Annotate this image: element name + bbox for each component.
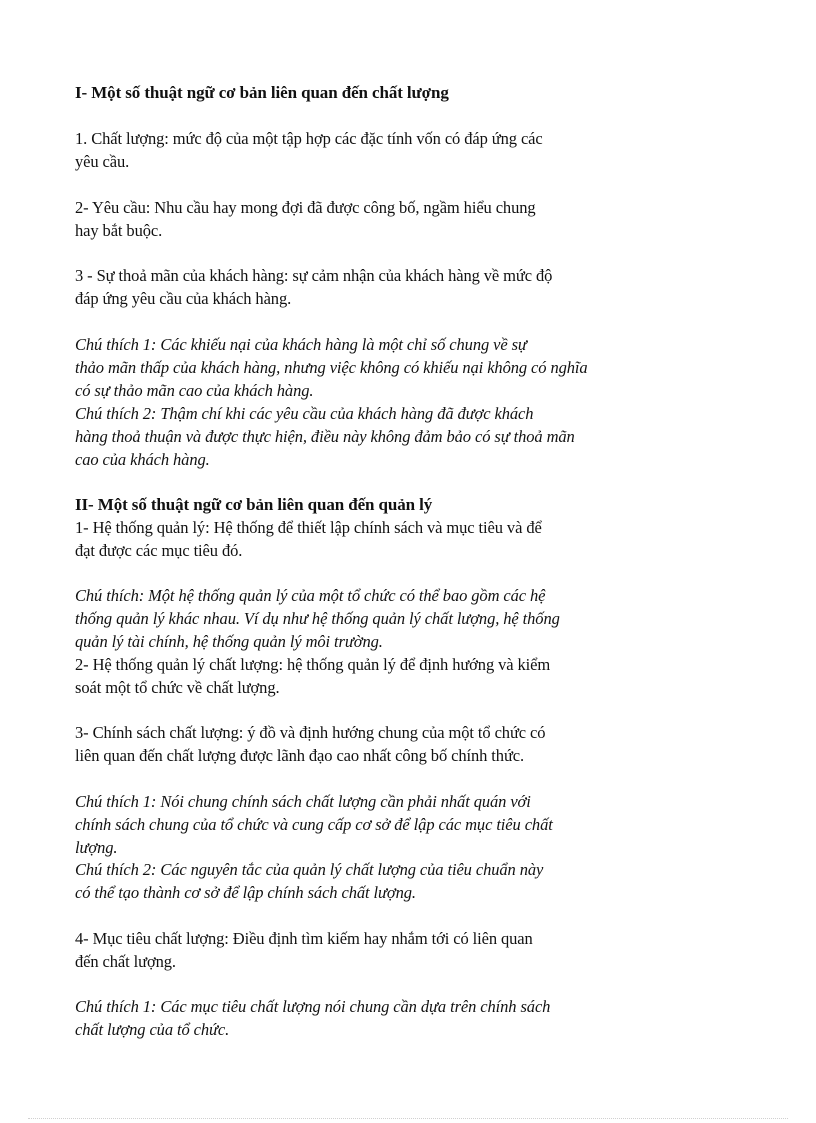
note-line: Chú thích 2: Thậm chí khi các yêu cầu của khách hàng đã được khách <box>75 404 534 423</box>
term-satisfaction-line-2: đáp ứng yêu cầu của khách hàng. <box>75 289 292 308</box>
term-management-system-line-1: 1- Hệ thống quản lý: Hệ thống để thiết lập chính sách và mục tiêu và để <box>75 518 542 537</box>
term-requirement-line-1: 2- Yêu cầu: Nhu cầu hay mong đợi đã được công bố, ngầm hiểu chung <box>75 198 536 217</box>
term-qms-line-1: 2- Hệ thống quản lý chất lượng: hệ thống quản lý để định hướng và kiểm <box>75 655 551 674</box>
term-quality-policy-line-1: 3- Chính sách chất lượng: ý đồ và định hướng chung của một tổ chức có <box>75 723 546 742</box>
note-line: Chú thích 1: Các mục tiêu chất lượng nói chung cần dựa trên chính sách <box>75 997 551 1016</box>
term-quality-objective-line-1: 4- Mục tiêu chất lượng: Điều định tìm kiếm hay nhắm tới có liên quan <box>75 929 533 948</box>
note-line: cao của khách hàng. <box>75 450 210 469</box>
note-line: Chú thích 1: Các khiếu nại của khách hàng là một chỉ số chung về sự <box>75 335 527 354</box>
note-line: Chú thích 2: Các nguyên tắc của quản lý chất lượng của tiêu chuẩn này <box>75 860 544 879</box>
term-quality-line-2: yêu cầu. <box>75 152 130 171</box>
term-qms-line-2: soát một tổ chức về chất lượng. <box>75 678 280 697</box>
term-requirement-line-2: hay bắt buộc. <box>75 221 163 240</box>
note-line: thống quản lý khác nhau. Ví dụ như hệ thống quản lý chất lượng, hệ thống <box>75 609 560 628</box>
note-line: quản lý tài chính, hệ thống quản lý môi trường. <box>75 632 383 651</box>
term-quality-policy-line-2: liên quan đến chất lượng được lãnh đạo cao nhất công bố chính thức. <box>75 746 525 765</box>
term-management-system-line-2: đạt được các mục tiêu đó. <box>75 541 243 560</box>
section-1-heading: I- Một số thuật ngữ cơ bản liên quan đến chất lượng <box>75 83 449 102</box>
note-line: thảo mãn thấp của khách hàng, nhưng việc không có khiếu nại không có nghĩa <box>75 358 588 377</box>
note-line: Chú thích 1: Nói chung chính sách chất lượng cần phải nhất quán với <box>75 792 531 811</box>
note-line: lượng. <box>75 838 118 857</box>
section-2-heading: II- Một số thuật ngữ cơ bản liên quan đến quản lý <box>75 495 433 514</box>
note-line: có thể tạo thành cơ sở để lập chính sách chất lượng. <box>75 883 416 902</box>
page-bottom-divider <box>28 1118 788 1119</box>
note-line: hàng thoả thuận và được thực hiện, điều này không đảm bảo có sự thoả mãn <box>75 427 575 446</box>
term-quality-objective-line-2: đến chất lượng. <box>75 952 176 971</box>
note-line: chính sách chung của tổ chức và cung cấp cơ sở để lập các mục tiêu chất <box>75 815 553 834</box>
term-satisfaction-line-1: 3 - Sự thoả mãn của khách hàng: sự cảm nhận của khách hàng về mức độ <box>75 266 553 285</box>
note-line: có sự thảo mãn cao của khách hàng. <box>75 381 314 400</box>
term-quality-line-1: 1. Chất lượng: mức độ của một tập hợp các đặc tính vốn có đáp ứng các <box>75 129 543 148</box>
note-line: Chú thích: Một hệ thống quản lý của một tổ chức có thể bao gồm các hệ <box>75 586 546 605</box>
note-line: chất lượng của tổ chức. <box>75 1020 230 1039</box>
